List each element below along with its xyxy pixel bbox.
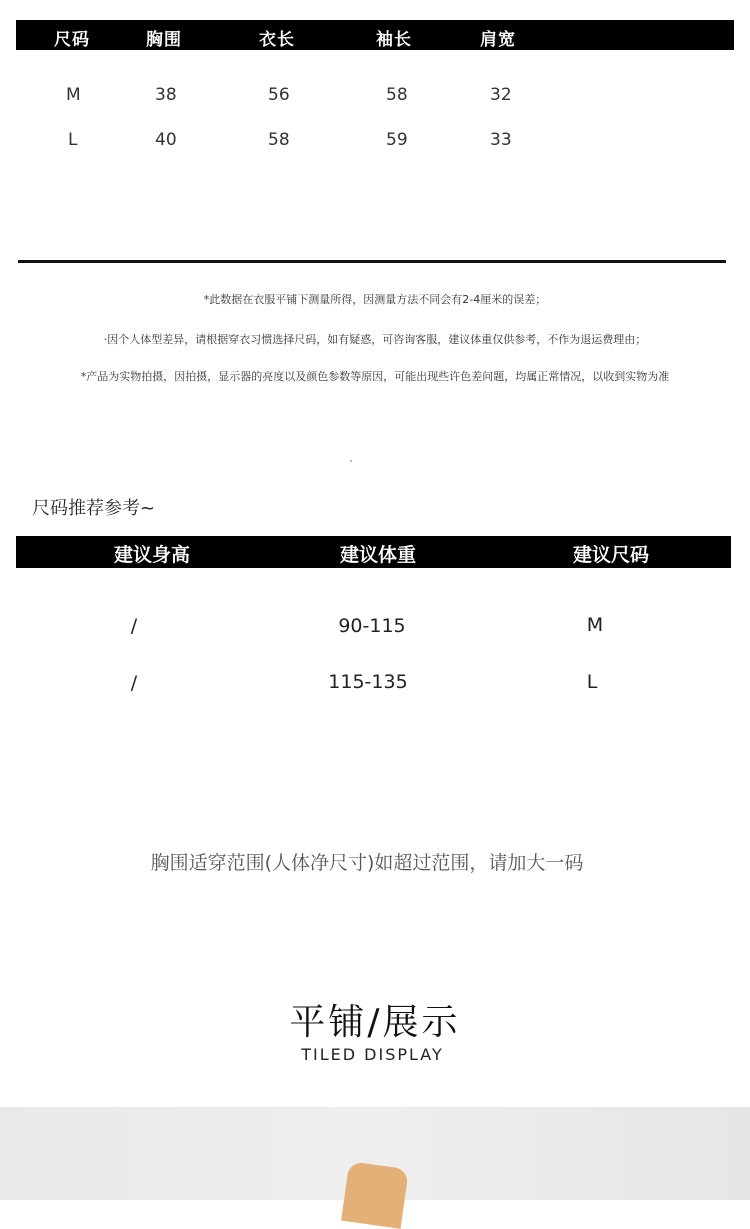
section-divider: [18, 260, 726, 263]
recommend-header-height: 建议身高: [113, 544, 190, 566]
body-type-note: ·因个人体型差异，请根据穿衣习惯选择尺码，如有疑惑，可咨询客服，建议体重仅供参考，不作为退运费理由；: [103, 333, 647, 346]
recommend-cell: L: [586, 671, 598, 693]
size-header-size: 尺码: [54, 30, 90, 50]
size-cell: 40: [155, 130, 177, 150]
recommend-cell: 90-115: [338, 615, 406, 637]
size-cell: 58: [268, 130, 290, 150]
chest-fit-note: 胸围适穿范围(人体净尺寸)如超过范围，请加大一码: [150, 852, 584, 874]
size-cell: 38: [155, 85, 177, 105]
size-cell: 32: [490, 85, 512, 105]
tiled-display-title: 平铺/展示: [289, 1002, 461, 1043]
size-header-length: 衣长: [259, 30, 295, 50]
size-table-header: [16, 20, 734, 50]
tiled-display-subtitle: TILED DISPLAY: [301, 1045, 444, 1064]
recommend-header-weight: 建议体重: [339, 544, 416, 566]
speck-decoration: [350, 460, 352, 462]
size-header-sleeve: 袖长: [376, 30, 412, 50]
recommend-cell: /: [130, 615, 138, 637]
recommend-cell: 115-135: [328, 671, 408, 693]
size-cell: 56: [268, 85, 290, 105]
size-cell: M: [66, 85, 81, 105]
measurement-note: *此数据在衣服平铺下测量所得，因测量方法不同会有2-4厘米的误差；: [203, 293, 547, 306]
recommend-header-size: 建议尺码: [572, 544, 649, 566]
color-note: *产品为实物拍摄，因拍摄，显示器的亮度以及颜色参数等原因，可能出现些许色差问题，均属正常情况，以收到实物为准: [80, 370, 670, 383]
size-cell: 59: [386, 130, 408, 150]
size-cell: 33: [490, 130, 512, 150]
recommend-table-header: [16, 536, 731, 568]
size-cell: 58: [386, 85, 408, 105]
recommend-cell: /: [130, 672, 138, 694]
size-cell: L: [68, 130, 78, 150]
recommend-cell: M: [586, 614, 604, 636]
wooden-hanger-image: [341, 1161, 409, 1229]
size-header-chest: 胸围: [146, 30, 182, 50]
recommend-title: 尺码推荐参考~: [32, 498, 156, 519]
size-header-shoulder: 肩宽: [480, 30, 516, 50]
